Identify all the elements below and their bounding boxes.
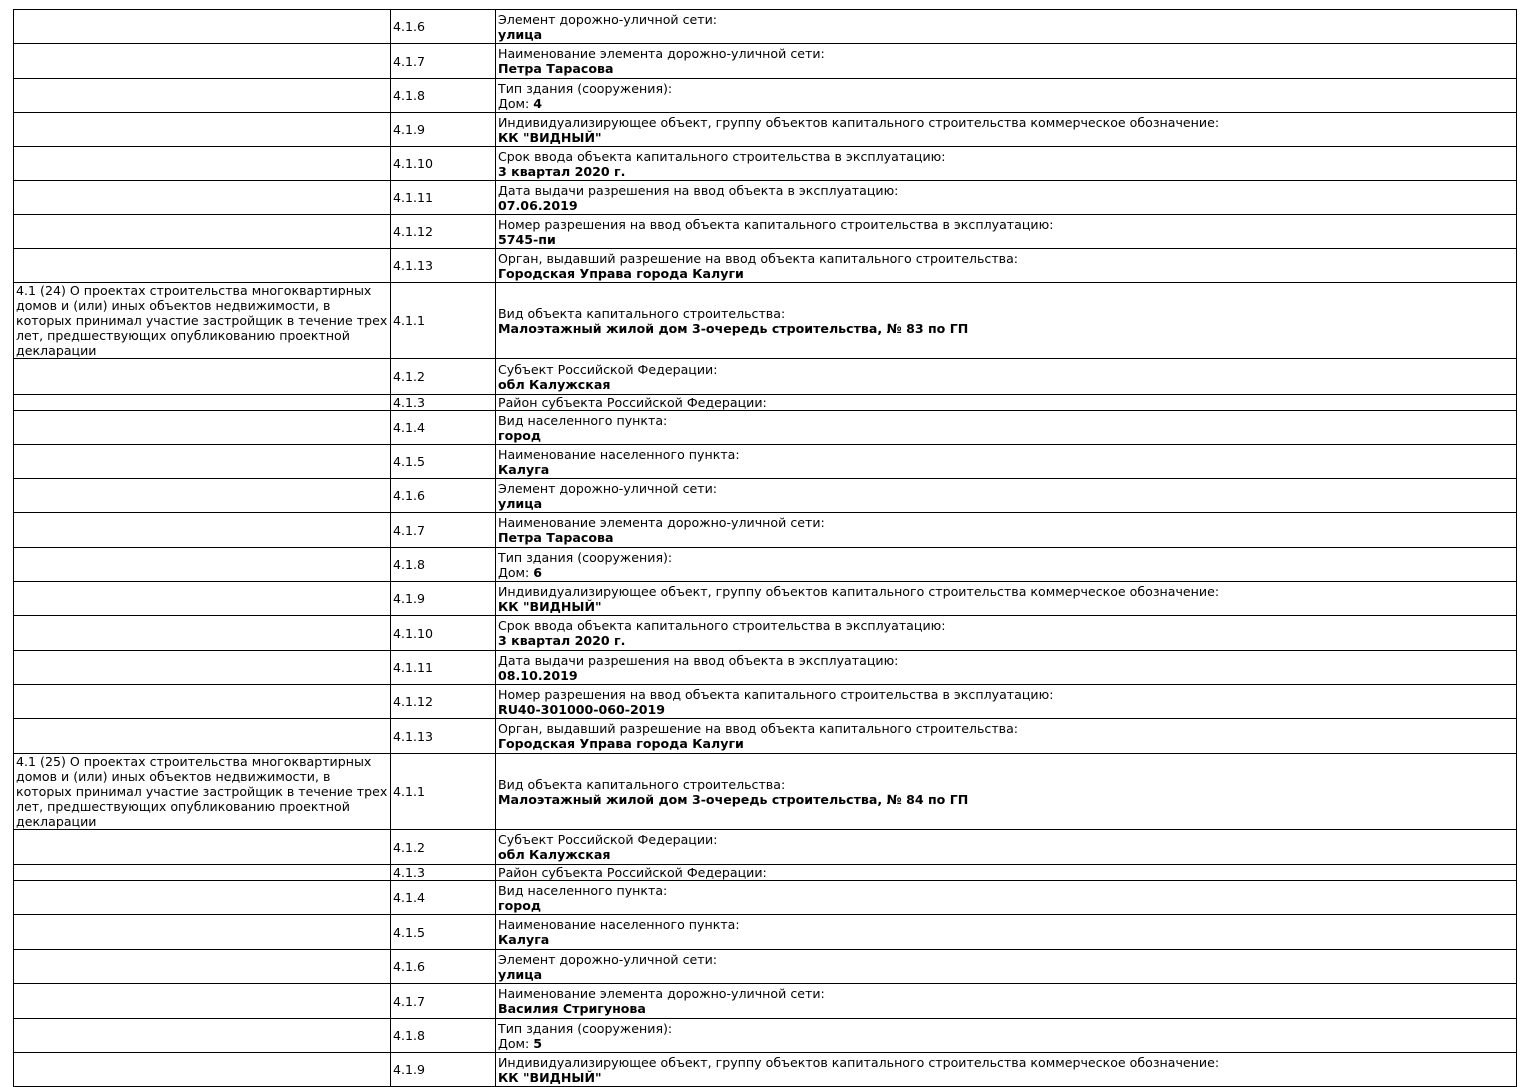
field-label: Элемент дорожно-уличной сети:	[498, 11, 718, 27]
description-cell	[496, 181, 1517, 215]
table-row	[14, 1053, 1517, 1087]
table-row	[14, 10, 1517, 44]
section-cell	[14, 479, 391, 513]
field-value-line	[498, 847, 1514, 862]
section-cell	[14, 181, 391, 215]
field-label: Наименование элемента дорожно-уличной сети:	[498, 986, 825, 1001]
field-value-line	[498, 967, 1514, 982]
field-value: Городская Управа города Калуги	[498, 736, 744, 751]
field-label: Дата выдачи разрешения на ввод объекта в эксплуатацию:	[498, 652, 899, 668]
field-value-line	[498, 792, 1514, 807]
declaration-table	[13, 9, 1517, 1087]
item-code-cell: 4.1.8	[391, 548, 496, 582]
description-cell	[496, 445, 1517, 479]
description-cell	[496, 79, 1517, 113]
section-cell	[14, 10, 391, 44]
item-code-cell: 4.1.12	[391, 685, 496, 719]
table-row	[14, 950, 1517, 984]
item-code-cell: 4.1.12	[391, 215, 496, 249]
field-label: Субъект Российской Федерации:	[498, 832, 718, 847]
field-value: обл Калужская	[498, 847, 611, 862]
item-code-cell: 4.1.13	[391, 719, 496, 754]
field-value: 5745-пи	[498, 231, 556, 247]
section-cell: 4.1 (25) О проектах строительства многоквартирных домов и (или) иных объектов недвижимости, в которых принимал участие застройщик в течение трех лет, предшествующих опубликованию проектной декларации	[14, 754, 391, 830]
table-row	[14, 616, 1517, 651]
field-value-line	[498, 1036, 1514, 1051]
field-label: Индивидуализирующее объект, группу объектов капитального строительства коммерческое обозначение:	[498, 1054, 1220, 1070]
section-cell	[14, 984, 391, 1019]
field-label: Номер разрешения на ввод объекта капитального строительства в эксплуатацию:	[498, 686, 1054, 702]
field-value: RU40-301000-060-2019	[498, 701, 666, 717]
description-cell	[496, 719, 1517, 754]
field-label: Тип здания (сооружения):	[498, 80, 673, 96]
description-cell	[496, 411, 1517, 445]
field-value-line	[498, 232, 1514, 247]
item-code-cell: 4.1.7	[391, 984, 496, 1019]
field-label: Тип здания (сооружения):	[498, 549, 673, 565]
section-cell	[14, 865, 391, 881]
section-cell	[14, 950, 391, 984]
field-label: Срок ввода объекта капитального строительства в эксплуатацию:	[498, 148, 946, 164]
field-value-line	[498, 633, 1514, 648]
field-label: Вид населенного пункта:	[498, 882, 668, 898]
field-value: Малоэтажный жилой дом 3-очередь строительства, № 84 по ГП	[498, 791, 969, 807]
description-cell	[496, 44, 1517, 79]
field-value-line	[498, 428, 1514, 443]
section-cell	[14, 215, 391, 249]
field-label: Наименование элемента дорожно-уличной сети:	[498, 515, 825, 530]
table-row	[14, 445, 1517, 479]
field-label: Район субъекта Российской Федерации:	[498, 865, 767, 880]
description-cell	[496, 616, 1517, 651]
field-value-line	[498, 164, 1514, 179]
description-cell	[496, 950, 1517, 984]
table-row	[14, 79, 1517, 113]
section-cell	[14, 616, 391, 651]
description-cell	[496, 479, 1517, 513]
table-row	[14, 651, 1517, 685]
table-row	[14, 411, 1517, 445]
field-value: улица	[498, 966, 543, 982]
field-label: Субъект Российской Федерации:	[498, 361, 718, 377]
table-row	[14, 181, 1517, 215]
table-row	[14, 249, 1517, 283]
item-code-cell: 4.1.1	[391, 283, 496, 359]
declaration-table-body	[14, 10, 1517, 1087]
section-cell	[14, 582, 391, 616]
field-value-line	[498, 1001, 1514, 1016]
item-code-cell: 4.1.5	[391, 445, 496, 479]
section-cell	[14, 830, 391, 865]
table-row	[14, 283, 1517, 359]
section-cell	[14, 445, 391, 479]
table-row	[14, 830, 1517, 865]
field-label: Срок ввода объекта капитального строительства в эксплуатацию:	[498, 618, 946, 633]
table-row	[14, 513, 1517, 548]
field-value-line	[498, 932, 1514, 947]
field-value: КК "ВИДНЫЙ"	[498, 1069, 602, 1085]
field-label: Орган, выдавший разрешение на ввод объекта капитального строительства:	[498, 721, 1019, 736]
item-code-cell: 4.1.6	[391, 479, 496, 513]
field-label: Наименование элемента дорожно-уличной сети:	[498, 46, 825, 61]
table-row	[14, 215, 1517, 249]
table-row	[14, 685, 1517, 719]
item-code-cell: 4.1.11	[391, 181, 496, 215]
table-row	[14, 44, 1517, 79]
section-cell	[14, 359, 391, 395]
field-value: город	[498, 427, 542, 443]
field-value-line	[498, 462, 1514, 477]
field-value-line	[498, 530, 1514, 545]
table-row	[14, 881, 1517, 915]
section-cell	[14, 113, 391, 147]
description-cell	[496, 215, 1517, 249]
field-value-line	[498, 198, 1514, 213]
field-label: Элемент дорожно-уличной сети:	[498, 951, 718, 967]
field-label: Индивидуализирующее объект, группу объектов капитального строительства коммерческое обозначение:	[498, 114, 1220, 130]
field-label: Вид объекта капитального строительства:	[498, 305, 786, 321]
table-row	[14, 479, 1517, 513]
section-cell	[14, 685, 391, 719]
table-row	[14, 147, 1517, 181]
field-value: Малоэтажный жилой дом 3-очередь строительства, № 83 по ГП	[498, 320, 969, 336]
field-value: улица	[498, 26, 543, 42]
field-label: Вид объекта капитального строительства:	[498, 776, 786, 792]
section-cell	[14, 147, 391, 181]
item-code-cell: 4.1.3	[391, 395, 496, 411]
table-row	[14, 719, 1517, 754]
description-cell	[496, 147, 1517, 181]
field-value: Городская Управа города Калуги	[498, 265, 744, 281]
field-label: Вид населенного пункта:	[498, 412, 668, 428]
description-cell	[496, 830, 1517, 865]
item-code-cell: 4.1.7	[391, 44, 496, 79]
description-cell	[496, 513, 1517, 548]
table-row	[14, 1019, 1517, 1053]
field-value: 3 квартал 2020 г.	[498, 633, 626, 648]
item-code-cell: 4.1.6	[391, 950, 496, 984]
field-value: 3 квартал 2020 г.	[498, 163, 626, 179]
section-cell	[14, 411, 391, 445]
section-cell: 4.1 (24) О проектах строительства многоквартирных домов и (или) иных объектов недвижимости, в которых принимал участие застройщик в течение трех лет, предшествующих опубликованию проектной декларации	[14, 283, 391, 359]
description-cell	[496, 582, 1517, 616]
section-cell	[14, 651, 391, 685]
item-code-cell: 4.1.9	[391, 1053, 496, 1087]
field-value-prefix: Дом:	[498, 1035, 534, 1051]
field-value-line	[498, 736, 1514, 751]
field-value: Василия Стригунова	[498, 1001, 646, 1016]
field-value: 6	[533, 564, 543, 580]
field-value-line	[498, 496, 1514, 511]
field-label: Район субъекта Российской Федерации:	[498, 395, 767, 410]
description-cell	[496, 881, 1517, 915]
section-cell	[14, 719, 391, 754]
item-code-cell: 4.1.6	[391, 10, 496, 44]
field-value-line	[498, 321, 1514, 336]
item-code-cell: 4.1.5	[391, 915, 496, 950]
description-cell	[496, 359, 1517, 395]
table-row	[14, 359, 1517, 395]
field-value-line	[498, 27, 1514, 42]
field-value: 08.10.2019	[498, 667, 578, 683]
description-cell	[496, 651, 1517, 685]
field-value-line	[498, 377, 1514, 392]
table-row	[14, 915, 1517, 950]
field-value: Петра Тарасова	[498, 530, 614, 545]
field-label: Номер разрешения на ввод объекта капитального строительства в эксплуатацию:	[498, 216, 1054, 232]
description-cell	[496, 395, 1517, 411]
field-label: Дата выдачи разрешения на ввод объекта в эксплуатацию:	[498, 182, 899, 198]
item-code-cell: 4.1.7	[391, 513, 496, 548]
item-code-cell: 4.1.8	[391, 79, 496, 113]
section-cell	[14, 44, 391, 79]
section-cell	[14, 915, 391, 950]
table-row	[14, 754, 1517, 830]
field-value-line	[498, 565, 1514, 580]
description-cell	[496, 865, 1517, 881]
field-value: улица	[498, 495, 543, 511]
field-value-prefix: Дом:	[498, 564, 534, 580]
item-code-cell: 4.1.13	[391, 249, 496, 283]
field-value: 4	[533, 95, 543, 111]
item-code-cell: 4.1.4	[391, 411, 496, 445]
table-row	[14, 548, 1517, 582]
description-cell	[496, 283, 1517, 359]
item-code-cell: 4.1.8	[391, 1019, 496, 1053]
item-code-cell: 4.1.2	[391, 359, 496, 395]
description-cell	[496, 10, 1517, 44]
section-cell	[14, 881, 391, 915]
description-cell	[496, 113, 1517, 147]
description-cell	[496, 1019, 1517, 1053]
item-code-cell: 4.1.3	[391, 865, 496, 881]
item-code-cell: 4.1.9	[391, 582, 496, 616]
description-cell	[496, 548, 1517, 582]
table-row	[14, 865, 1517, 881]
description-cell	[496, 685, 1517, 719]
item-code-cell: 4.1.10	[391, 147, 496, 181]
description-cell	[496, 984, 1517, 1019]
field-value-prefix: Дом:	[498, 95, 534, 111]
field-label: Тип здания (сооружения):	[498, 1020, 673, 1036]
item-code-cell: 4.1.11	[391, 651, 496, 685]
item-code-cell: 4.1.4	[391, 881, 496, 915]
field-label: Элемент дорожно-уличной сети:	[498, 480, 718, 496]
field-label: Орган, выдавший разрешение на ввод объекта капитального строительства:	[498, 250, 1019, 266]
table-row	[14, 395, 1517, 411]
section-cell	[14, 1019, 391, 1053]
field-value: Калуга	[498, 932, 550, 947]
description-cell	[496, 754, 1517, 830]
field-value: город	[498, 897, 542, 913]
field-value-line	[498, 898, 1514, 913]
description-cell	[496, 1053, 1517, 1087]
field-value: 07.06.2019	[498, 197, 578, 213]
section-cell	[14, 395, 391, 411]
field-value: 5	[533, 1035, 543, 1051]
item-code-cell: 4.1.2	[391, 830, 496, 865]
field-value: КК "ВИДНЫЙ"	[498, 598, 602, 614]
description-cell	[496, 249, 1517, 283]
field-value: Петра Тарасова	[498, 61, 614, 76]
field-value: обл Калужская	[498, 376, 611, 392]
field-value-line	[498, 130, 1514, 145]
field-value: Калуга	[498, 461, 550, 477]
field-value-line	[498, 668, 1514, 683]
field-value-line	[498, 61, 1514, 76]
table-row	[14, 582, 1517, 616]
section-cell	[14, 249, 391, 283]
table-row	[14, 984, 1517, 1019]
section-cell	[14, 548, 391, 582]
section-cell	[14, 1053, 391, 1087]
section-cell	[14, 79, 391, 113]
field-value-line	[498, 702, 1514, 717]
field-label: Наименование населенного пункта:	[498, 917, 740, 932]
field-value-line	[498, 599, 1514, 614]
field-value-line	[498, 266, 1514, 281]
item-code-cell: 4.1.10	[391, 616, 496, 651]
field-label: Наименование населенного пункта:	[498, 446, 740, 462]
field-label: Индивидуализирующее объект, группу объектов капитального строительства коммерческое обозначение:	[498, 583, 1220, 599]
table-row	[14, 113, 1517, 147]
section-cell	[14, 513, 391, 548]
description-cell	[496, 915, 1517, 950]
item-code-cell: 4.1.9	[391, 113, 496, 147]
field-value: КК "ВИДНЫЙ"	[498, 129, 602, 145]
item-code-cell: 4.1.1	[391, 754, 496, 830]
field-value-line	[498, 96, 1514, 111]
field-value-line	[498, 1070, 1514, 1085]
